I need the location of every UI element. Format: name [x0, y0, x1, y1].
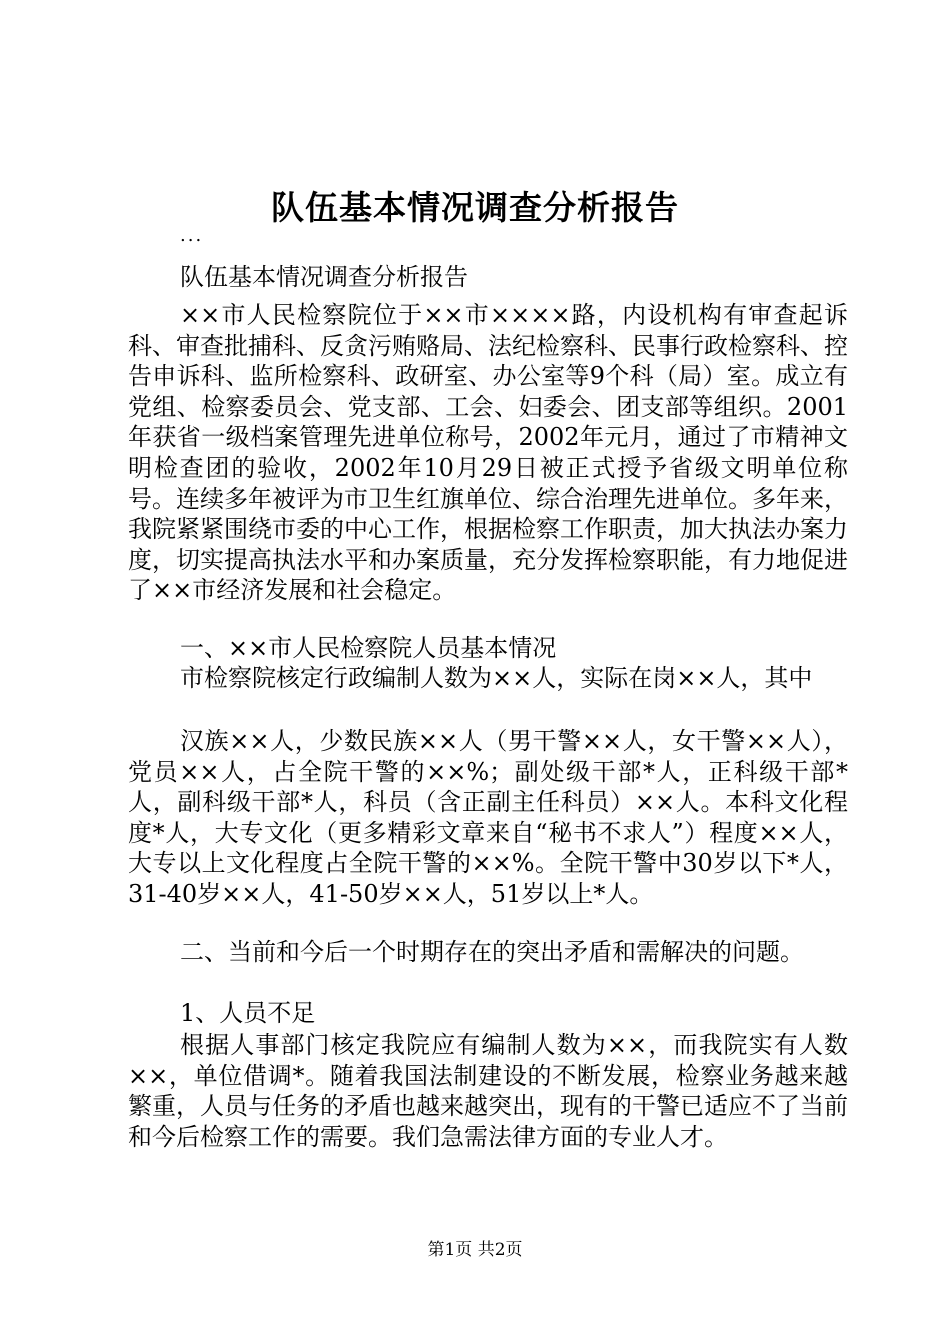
document-subtitle: 队伍基本情况调查分析报告 [180, 263, 468, 291]
document-title: 队伍基本情况调查分析报告 [271, 188, 679, 227]
ellipsis-marker: ... [180, 225, 204, 246]
page-footer: 第1页 共2页 [427, 1240, 523, 1260]
section-1-heading: 一、××市人民检察院人员基本情况 [180, 634, 557, 662]
item-1-paragraph: 根据人事部门核定我院应有编制人数为××，而我院实有人数××，单位借调*。随着我国法制建设的不断发展，检察业务越来越繁重，人员与任务的矛盾也越来越突出，现有的干警已适应不了当前和今后检察工作的需要。我们急需法律方面的专业人才。 [128, 1031, 848, 1151]
section-1-paragraph-1: 市检察院核定行政编制人数为××人，实际在岗××人，其中 [180, 664, 813, 692]
section-2-heading: 二、当前和今后一个时期存在的突出矛盾和需解决的问题。 [180, 938, 804, 966]
intro-paragraph: ××市人民检察院位于××市××××路，内设机构有审查起诉科、审查批捕科、反贪污贿赂局、法纪检察科、民事行政检察科、控告申诉科、监所检察科、政研室、办公室等9个科（局）室。成立有党组、检察委员会、党支部、工会、妇委会、团支部等组织。2001年获省一级档案管理先进单位称号，2002年元月，通过了市精神文明检查团的验收，2002年10月29日被正式授予省级文明单位称号。连续多年被评为市卫生红旗单位、综合治理先进单位。多年来，我院紧紧围绕市委的中心工作，根据检察工作职责，加大执法办案力度，切实提高执法水平和办案质量，充分发挥检察职能，有力地促进了××市经济发展和社会稳定。 [128, 301, 848, 605]
section-1-paragraph-2: 汉族××人，少数民族××人（男干警××人，女干警××人），党员××人，占全院干警的××%；副处级干部*人，正科级干部*人，副科级干部*人，科员（含正副主任科员）××人。本科文化程度*人，大专文化（更多精彩文章来自“秘书不求人”）程度××人，大专以上文化程度占全院干警的××%。全院干警中30岁以下*人，31-40岁××人，41-50岁××人，51岁以上*人。 [128, 727, 848, 908]
item-1-heading: 1、人员不足 [180, 999, 316, 1027]
